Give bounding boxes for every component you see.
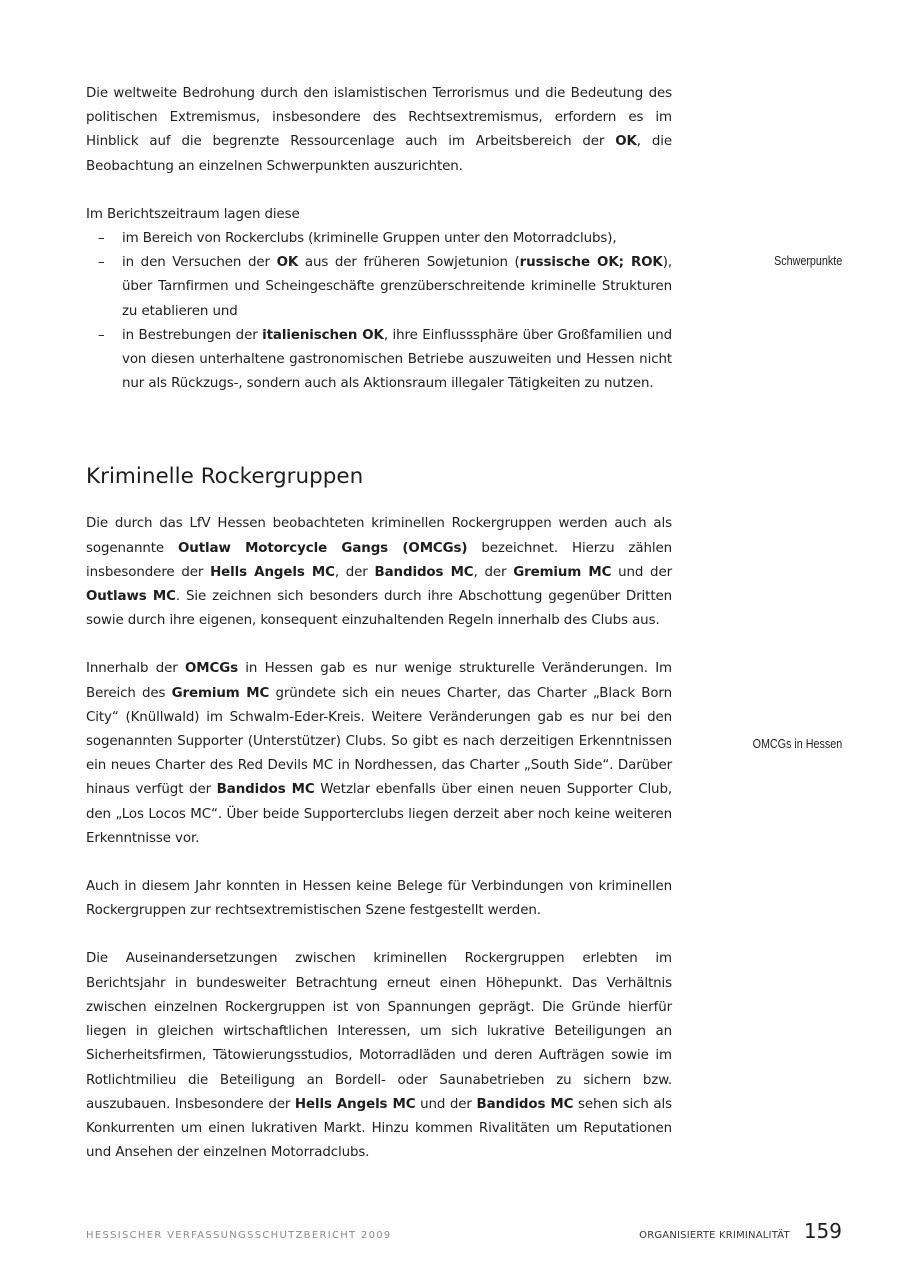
text-run: in Hessen gab es nur wenige strukturelle Veränderungen. Im Bereich des <box>86 661 673 701</box>
list-item <box>86 324 672 397</box>
list-item <box>86 251 672 324</box>
text-run: aus der früheren Sowjetunion ( <box>298 255 520 271</box>
section-paragraph <box>86 657 672 851</box>
intro-paragraph <box>86 82 672 179</box>
section-paragraph <box>86 512 672 633</box>
bold-term: Bandidos MC <box>216 782 315 798</box>
text-run: bezeichnet. Hierzu zählen insbesondere der <box>86 540 672 580</box>
section-heading: Kriminelle Rockergruppen <box>86 464 364 490</box>
text-run: . Sie zeichnen sich besonders durch ihre Abschottung gegenüber Dritten sowie durch ihre eigenen, konsequent einzuhaltenden Regeln innerhalb des Clubs aus. <box>86 589 672 629</box>
bold-term: Outlaws MC <box>86 589 176 605</box>
text-run: Innerhalb der <box>86 661 185 677</box>
text-run: sehen sich als Konkurrenten um einen lukrativen Markt. Hinzu kommen Rivalitäten um Reputationen und Ansehen der einzelnen Motorradclubs. <box>86 1096 672 1161</box>
footer-right <box>639 1219 842 1243</box>
text-run: Die Auseinandersetzungen zwischen kriminellen Rockergruppen erlebten im Berichtsjahr in bundesweiter Betrachtung erneut einen Höhepunkt. Das Verhältnis zwischen einzelnen Rockergruppen ist von Spannungen geprägt. Die Gründe hierfür liegen in gleichen wirtschaftlichen Interessen, um sich lukrative Beteiligungen an Sicherheitsfirmen, Tätowierungsstudios, Motorradläden und deren Aufträgen sowie im Rotlichtmilieu die Beteiligung an Bordell- oder Saunabetrieben zu sichern bzw. auszubauen. Insbesondere der <box>86 951 672 1112</box>
bold-term: Hells Angels MC <box>210 564 335 580</box>
list-item <box>86 227 672 251</box>
dash-bullet: – <box>98 231 105 247</box>
text-run: , ihre Einflusssphäre über Großfamilien und von diesen unterhaltene gastronomischen Betriebe auszuweiten und Hessen nicht nur als Rückzugs-, sondern auch als Aktionsraum illegaler Tätigkeiten zu nutzen. <box>122 327 672 392</box>
footer-section-title: ORGANISIERTE KRIMINALITÄT <box>639 1230 790 1241</box>
margin-note-schwerpunkte: Schwerpunkte <box>773 254 842 268</box>
bold-term: Outlaw Motorcycle Gangs (OMCGs) <box>178 540 468 556</box>
dash-bullet: – <box>98 327 105 343</box>
bold-term: OK <box>615 134 637 150</box>
text-run: in den Versuchen der <box>122 255 277 271</box>
list-lead: Im Berichtszeitraum lagen diese <box>86 206 300 222</box>
text-run: in Bestrebungen der <box>122 327 263 343</box>
bold-term: Hells Angels MC <box>294 1096 416 1112</box>
dash-bullet: – <box>98 255 105 271</box>
text-run: ), über Tarnfirmen und Scheingeschäfte grenzüberschreitende kriminelle Strukturen zu etablieren und <box>122 255 672 319</box>
text-run: , die Beobachtung an einzelnen Schwerpunkten auszurichten. <box>86 134 672 174</box>
text-run: gründete sich ein neues Charter, das Charter „Black Born City“ (Knüllwald) im Schwalm-Eder-Kreis. Weitere Veränderungen gab es nur bei den sogenannten Supporter (Unterstützer) Clubs. So gibt es nach derzeitigen Erkenntnissen ein neues Charter des Red Devils MC in Nordhessen, das Charter „South Side“. Darüber hinaus verfügt der <box>86 685 672 798</box>
text-run: und der <box>415 1096 477 1112</box>
bold-term: Bandidos MC <box>374 564 474 580</box>
text-run: , der <box>334 564 375 580</box>
bold-term: italienischen OK <box>262 327 384 343</box>
bold-term: OMCGs <box>185 661 238 677</box>
bold-term: Gremium MC <box>513 564 612 580</box>
text-run: Die weltweite Bedrohung durch den islamistischen Terrorismus und die Bedeutung des politischen Extremismus, insbesondere des Rechtsextremismus, erfordern es im Hinblick auf die begrenzte Ressourcenlage auch im Arbeitsbereich der <box>86 86 672 150</box>
focus-list <box>86 227 672 396</box>
section-paragraph: Auch in diesem Jahr konnten in Hessen keine Belege für Verbindungen von kriminellen Rockergruppen zur rechtsextremistischen Szene festgestellt werden. <box>86 879 672 919</box>
main-column <box>86 82 672 1165</box>
bold-term: russische OK; ROK <box>519 255 663 271</box>
footer-publication: HESSISCHER VERFASSUNGSSCHUTZBERICHT 2009 <box>86 1230 392 1241</box>
text-run: Die durch das LfV Hessen beobachteten kriminellen Rockergruppen werden auch als sogenannte <box>86 516 672 556</box>
text-run: im Bereich von Rockerclubs (kriminelle Gruppen unter den Motorradclubs), <box>122 231 617 247</box>
text-run: , der <box>473 564 514 580</box>
page-number: 159 <box>803 1219 842 1243</box>
bold-term: Gremium MC <box>171 685 270 701</box>
section-paragraph <box>86 947 672 1165</box>
text-run: und der <box>611 564 673 580</box>
bold-term: OK <box>276 255 299 271</box>
bold-term: Bandidos MC <box>476 1096 574 1112</box>
text-run: Wetzlar ebenfalls über einen neuen Supporter Club, den „Los Locos MC“. Über beide Supporterclubs liegen derzeit aber noch keine weiteren Erkenntnisse vor. <box>86 782 673 846</box>
margin-note-omcgs: OMCGs in Hessen <box>752 737 842 751</box>
